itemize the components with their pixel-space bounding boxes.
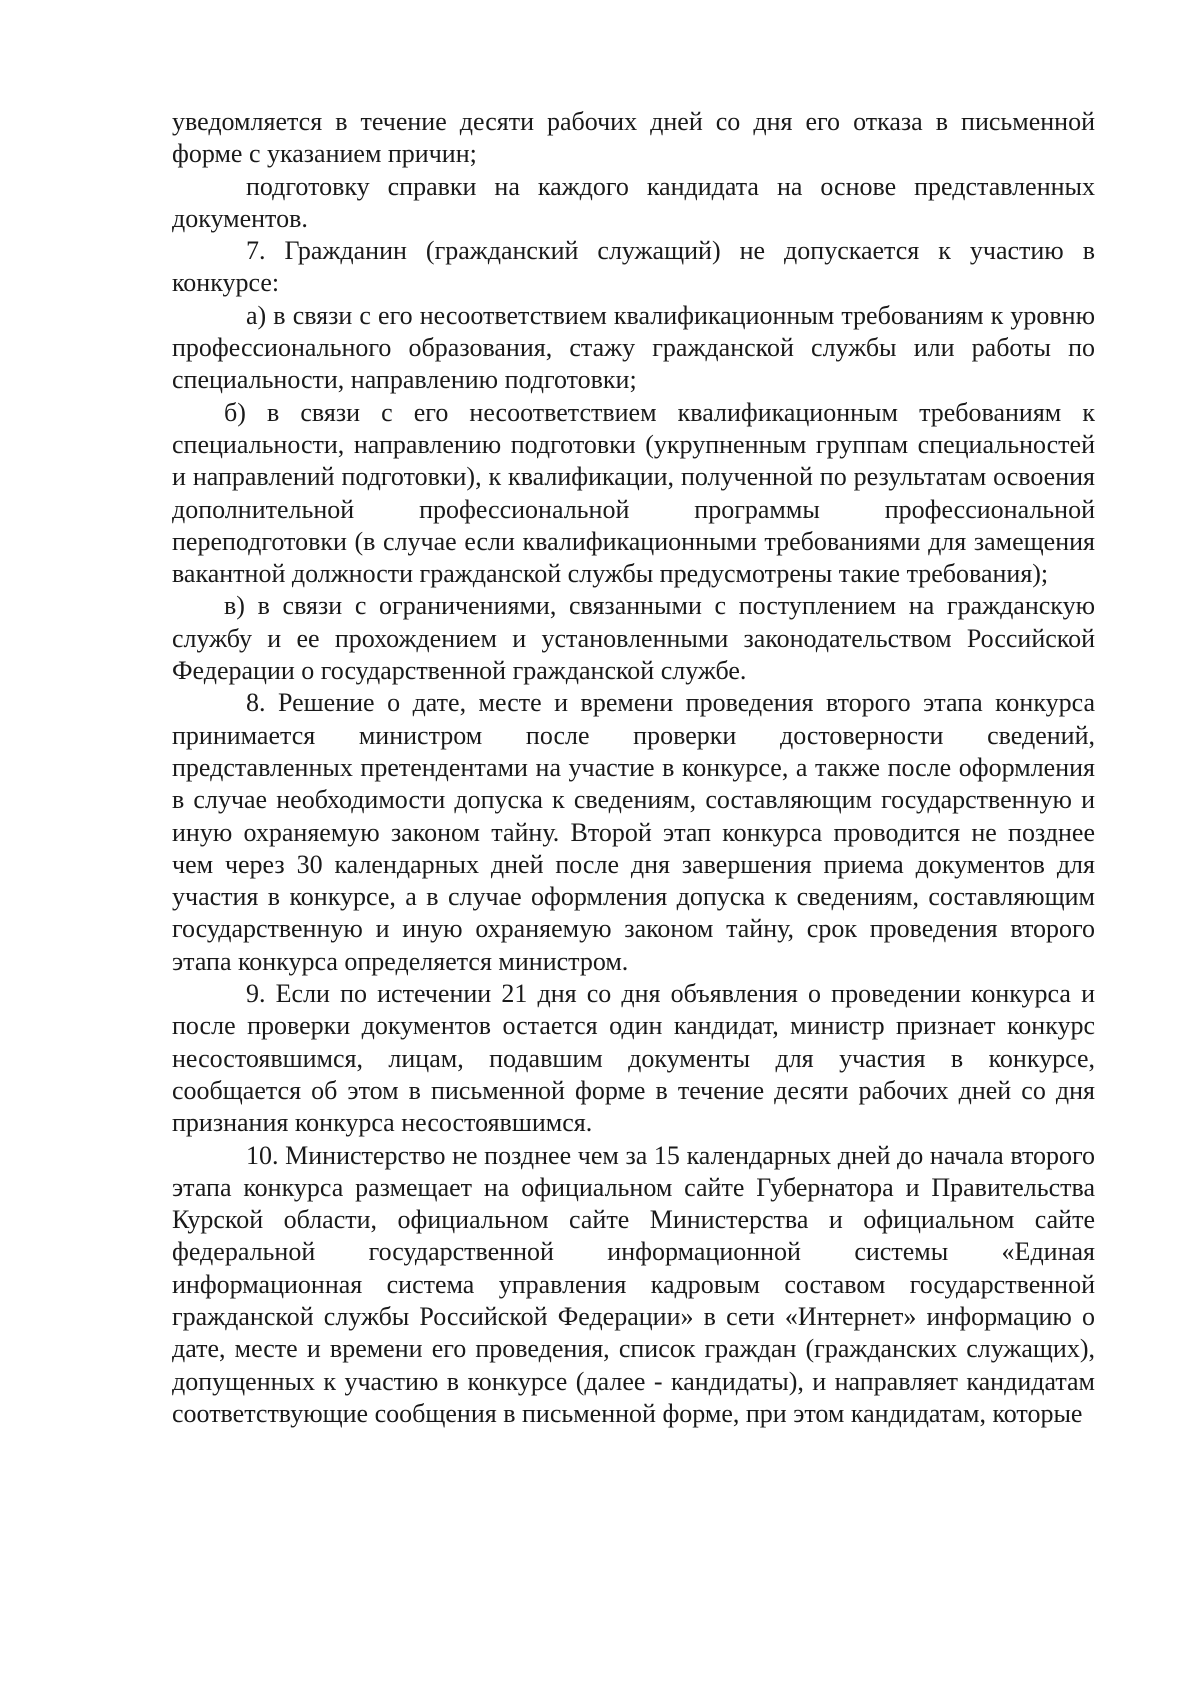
paragraph-7a: а) в связи с его несоответствием квалификационным требованиям к уровню профессионального образования, стажу гражданской службы или работы по специальности, направлению подготовки; [172, 300, 1095, 395]
paragraph-10-publication: 10. Министерство не позднее чем за 15 календарных дней до начала второго этапа конкурса размещает на официальном сайте Губернатора и Правительства Курской области, официальном сайте Министерства и официальном сайте федеральной государственной информационной системы «Единая информационная система управления кадровым составом государственной гражданской службы Российской Федерации» в сети «Интернет» информацию о дате, месте и времени его проведения, список граждан (гражданских служащих), допущенных к участию в конкурсе (далее - кандидаты), и направляет кандидатам соответствующие сообщения в письменной форме, при этом кандидатам, которые [172, 1140, 1095, 1428]
paragraph-continuation-notice: уведомляется в течение десяти рабочих дней со дня его отказа в письменной форме с указанием причин; [172, 107, 1095, 169]
paragraph-8-second-stage-decision: 8. Решение о дате, месте и времени проведения второго этапа конкурса принимается министром после проверки достоверности сведений, представленных претендентами на участие в конкурсе, а также после оформления в случае необходимости допуска к сведениям, составляющим государственную и иную охраняемую законом тайну. Второй этап конкурса проводится не позднее чем через 30 календарных дней после дня завершения приема документов для участия в конкурсе, а в случае оформления допуска к сведениям, составляющим государственную и иную охраняемую законом тайну, срок проведения второго этапа конкурса определяется министром. [172, 688, 1095, 976]
document-body [172, 106, 1095, 1430]
paragraph-candidate-reference: подготовку справки на каждого кандидата на основе представленных документов. [172, 171, 1095, 233]
paragraph-7v: в) в связи с ограничениями, связанными с поступлением на гражданскую службу и ее прохождением и установленными законодательством Российской Федерации о государственной гражданской службе. [172, 591, 1095, 686]
paragraph-7b: б) в связи с его несоответствием квалификационным требованиям к специальности, направлению подготовки (укрупненным группам специальностей и направлений подготовки), к квалификации, полученной по результатам освоения дополнительной профессиональной программы профессиональной переподготовки (в случае если квалификационными требованиями для замещения вакантной должности гражданской службы предусмотрены такие требования); [172, 397, 1095, 589]
paragraph-9-failed-competition: 9. Если по истечении 21 дня со дня объявления о проведении конкурса и после проверки документов остается один кандидат, министр признает конкурс несостоявшимся, лицам, подавшим документы для участия в конкурсе, сообщается об этом в письменной форме в течение десяти рабочих дней со дня признания конкурса несостоявшимся. [172, 979, 1095, 1138]
paragraph-7-admission-refusal: 7. Гражданин (гражданский служащий) не допускается к участию в конкурсе: [172, 236, 1095, 298]
